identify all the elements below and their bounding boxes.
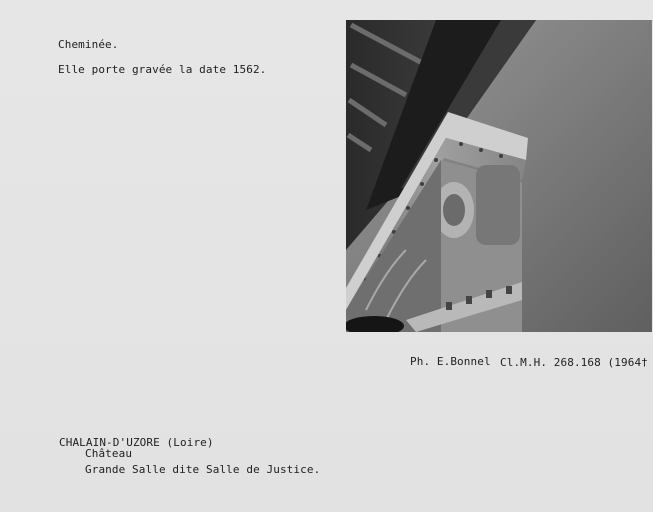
caption-note: Elle porte gravée la date 1562.	[58, 63, 267, 76]
location-commune: CHALAIN-D'UZORE (Loire)	[59, 436, 214, 449]
fireplace-photo	[346, 20, 652, 332]
photographer-credit: Ph. E.Bonnel	[410, 355, 491, 368]
caption-title: Cheminée.	[58, 38, 119, 51]
location-building: Château	[85, 447, 133, 460]
fireplace-hood-image	[346, 20, 652, 332]
reference-number: Cl.M.H. 268.168 (1964†	[500, 356, 648, 369]
location-room: Grande Salle dite Salle de Justice.	[85, 463, 321, 476]
